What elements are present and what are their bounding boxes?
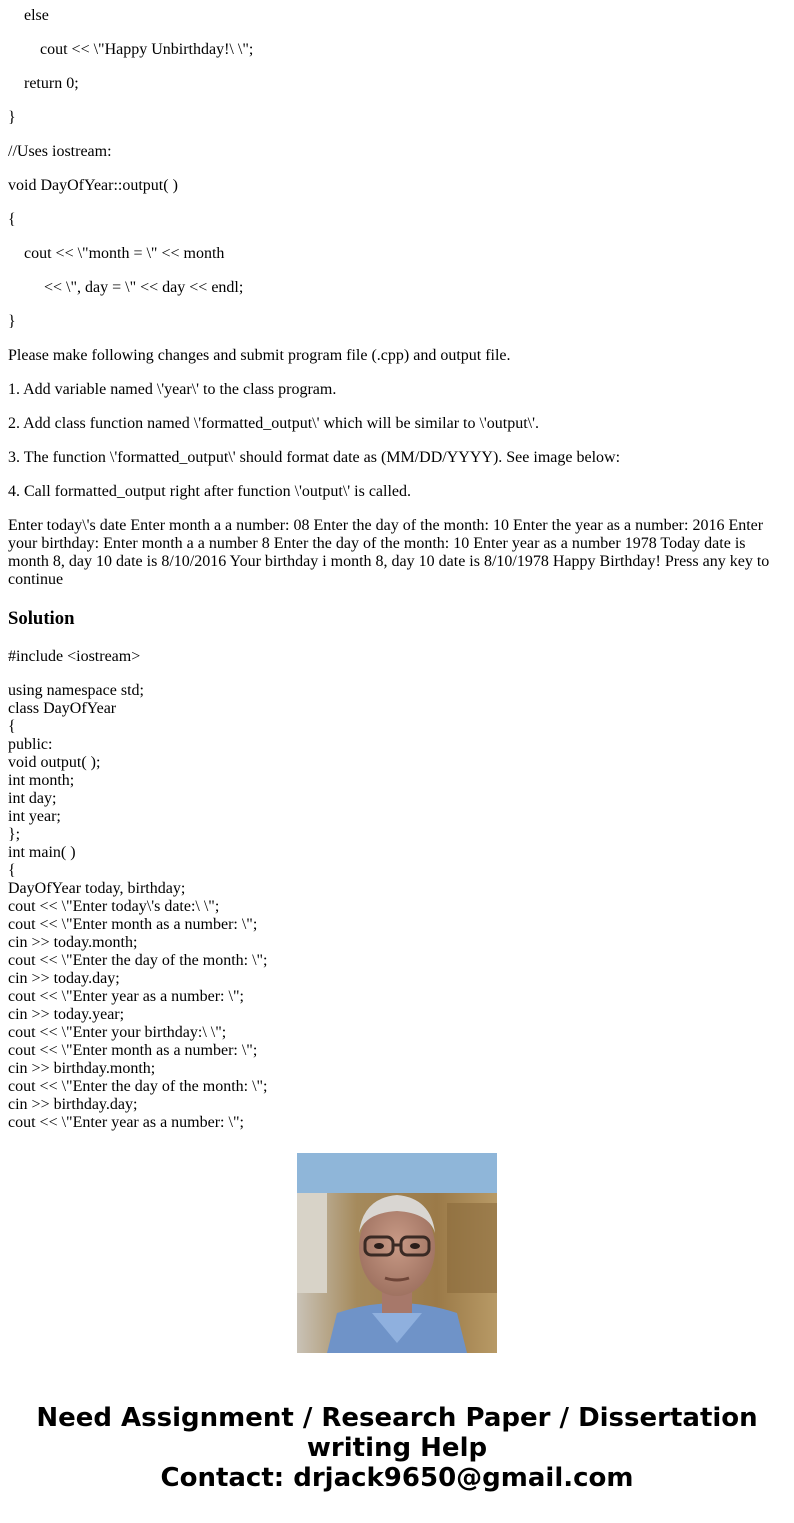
instruction-item: 3. The function \'formatted_output\' should format date as (MM/DD/YYYY). See image below: xyxy=(8,449,621,466)
code-line: cout << \"Enter your birthday:\ \"; xyxy=(8,1024,227,1041)
code-line: cout << \"Enter today\'s date:\ \"; xyxy=(8,898,220,915)
code-line: cout << \"Enter month as a number: \"; xyxy=(8,1042,258,1059)
sample-output: Enter today\'s date Enter month a a number: 08 Enter the day of the month: 10 Enter the year as a number: 2016 Enter your birthday: Enter month a a number 8 Enter the day of the month: 10 Enter year as a number 1978 Today date is month 8, day 10 date is 8/10/2016 Your birthday i month 8, day 10 date is 8/10/1978 Happy Birthday! Press any key to continue xyxy=(8,517,770,588)
solution-heading: Solution xyxy=(8,608,75,629)
code-line: cin >> today.year; xyxy=(8,1006,125,1023)
code-line: << \", day = \" << day << endl; xyxy=(44,279,244,296)
code-line: cout << \"month = \" << month xyxy=(24,245,225,262)
code-line: cout << \"Happy Unbirthday!\ \"; xyxy=(40,41,254,58)
code-line: cout << \"Enter month as a number: \"; xyxy=(8,916,258,933)
instruction-item: 1. Add variable named \'year\' to the class program. xyxy=(8,381,337,398)
banner-line: writing Help xyxy=(306,1433,488,1463)
code-line: using namespace std; xyxy=(8,682,144,699)
code-line: } xyxy=(8,109,16,126)
banner-line: Need Assignment / Research Paper / Dissertation xyxy=(36,1403,758,1433)
code-line: cin >> birthday.month; xyxy=(8,1060,156,1077)
author-photo-icon xyxy=(297,1153,497,1353)
code-line: DayOfYear today, birthday; xyxy=(8,880,186,897)
code-line: cout << \"Enter the day of the month: \"; xyxy=(8,952,268,969)
code-line: public: xyxy=(8,736,53,753)
banner-contact[interactable]: Contact: drjack9650@gmail.com xyxy=(160,1463,634,1493)
code-line: void DayOfYear::output( ) xyxy=(8,177,178,194)
code-line: int year; xyxy=(8,808,61,825)
code-line: //Uses iostream: xyxy=(8,143,112,160)
code-line: cin >> birthday.day; xyxy=(8,1096,138,1113)
author-avatar xyxy=(297,1153,497,1353)
code-line: return 0; xyxy=(24,75,79,92)
code-line: cin >> today.day; xyxy=(8,970,120,987)
code-line: void output( ); xyxy=(8,754,101,771)
promo-banner xyxy=(0,1403,794,1493)
code-line: cout << \"Enter year as a number: \"; xyxy=(8,1114,244,1131)
code-line: int main( ) xyxy=(8,844,76,861)
code-line: { xyxy=(8,211,16,228)
code-line: int day; xyxy=(8,790,57,807)
code-line: { xyxy=(8,862,16,879)
instruction-item: 2. Add class function named \'formatted_output\' which will be similar to \'output\'. xyxy=(8,415,540,432)
instructions-intro: Please make following changes and submit program file (.cpp) and output file. xyxy=(8,347,511,364)
code-line: cout << \"Enter the day of the month: \"; xyxy=(8,1078,268,1095)
code-line: cout << \"Enter year as a number: \"; xyxy=(8,988,244,1005)
code-line: cin >> today.month; xyxy=(8,934,138,951)
code-line: }; xyxy=(8,826,21,843)
code-line: int month; xyxy=(8,772,75,789)
solution-code-block[interactable] xyxy=(8,682,786,1131)
code-line-include: #include <iostream> xyxy=(8,648,141,665)
code-line: { xyxy=(8,718,16,735)
code-line: } xyxy=(8,313,16,330)
instruction-item: 4. Call formatted_output right after function \'output\' is called. xyxy=(8,483,412,500)
code-line: class DayOfYear xyxy=(8,700,117,717)
code-line: else xyxy=(24,7,49,24)
